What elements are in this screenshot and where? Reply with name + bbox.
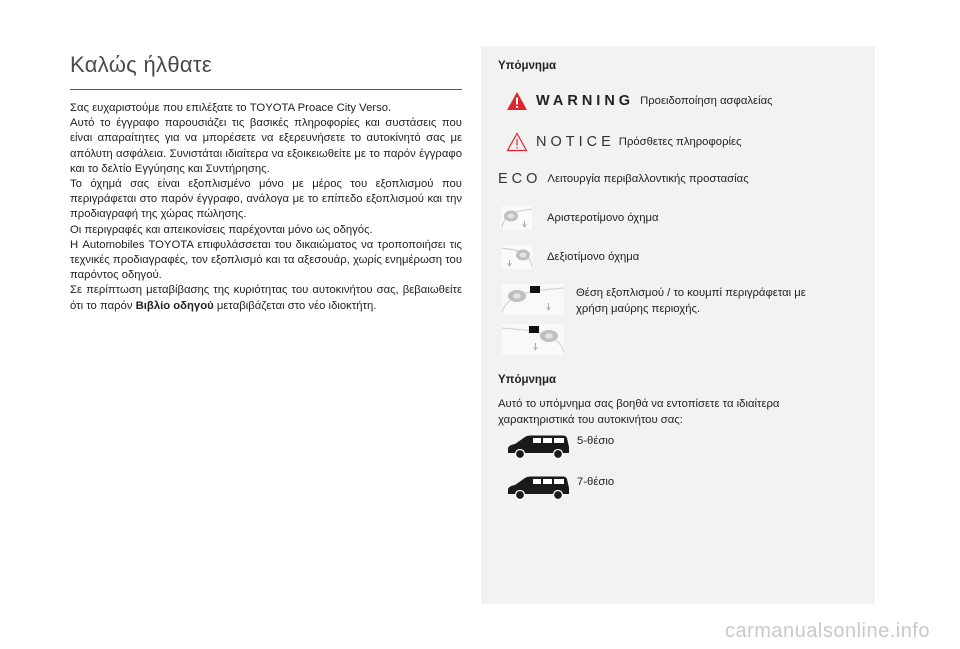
five-seat-label: 5-θέσιο	[577, 435, 615, 447]
right-hand-drive-icon	[502, 245, 532, 269]
legend-intro: Αυτό το υπόμνημα σας βοηθά να εντοπίσετε τα ιδιαίτερα χαρακτηριστικά του αυτοκινήτου σας:	[498, 398, 780, 426]
paragraph-transfer: Σε περίπτωση μεταβίβασης της κυριότητας του αυτοκινήτου σας, βεβαιωθείτε ότι το παρόν Βιβλίο οδηγού μεταβιβάζεται στο νέο ιδιοκτήτη.	[70, 284, 462, 312]
five-seat-row	[505, 434, 614, 460]
legend-heading-2: Υπόμνημα	[498, 374, 557, 386]
equipment-location-rhd-icon	[502, 324, 564, 355]
welcome-body	[70, 101, 462, 314]
legend-eco-row	[481, 171, 875, 187]
paragraph-thanks: Σας ευχαριστούμε που επιλέξατε το TOYOTA Proace City Verso.	[70, 102, 392, 114]
owner-manual-bold: Βιβλίο οδηγού	[135, 299, 214, 312]
seven-seat-row	[505, 475, 614, 501]
paragraph-document-info: Αυτό το έγγραφο παρουσιάζει τις βασικές πληροφορίες και συστάσεις που είναι απαραίτητες για να μπορέσετε να εξερευνήσετε το αυτοκίνητό σας με απόλυτη ασφάλεια. Συνιστάται ιδιαίτερα να εξοικειωθείτε με το παρόν έγγραφο και το δελτίο Εγγύησης και Συντήρησης.	[70, 117, 462, 175]
lhd-desc: Αριστεροτίμονο όχημα	[547, 212, 659, 224]
equipment-location-lhd-icon	[502, 284, 564, 315]
notice-desc: Πρόσθετες πληροφορίες	[618, 136, 742, 148]
five-seat-van-icon	[505, 434, 573, 460]
legend-warning-row	[481, 91, 875, 111]
equipment-desc: Θέση εξοπλισμού / το κουμπί περιγράφεται με χρήση μαύρης περιοχής.	[576, 287, 806, 315]
footer-watermark: carmanualsonline.info	[724, 620, 930, 642]
seven-seat-label: 7-θέσιο	[577, 476, 615, 488]
eco-word: ECO	[498, 171, 542, 187]
notice-word: NOTICE	[536, 134, 615, 150]
welcome-section	[70, 52, 462, 314]
page-title: Καλώς ήλθατε	[70, 52, 462, 90]
legend-heading: Υπόμνημα	[498, 60, 557, 72]
warning-word: WARNING	[536, 93, 635, 109]
eco-desc: Λειτουργία περιβαλλοντικής προστασίας	[547, 173, 749, 185]
paragraph-rights: Η Automobiles TOYOTA επιφυλάσσεται του δικαιώματος να τροποποιήσει τις τεχνικές προδιαγραφές, τον εξοπλισμό και τα αξεσουάρ, χωρίς ενημέρωση του παρόντος οδηγού.	[70, 238, 462, 282]
seven-seat-van-icon	[505, 475, 573, 501]
paragraph-equipment: Το όχημά σας είναι εξοπλισμένο μόνο με μέρος του εξοπλισμού που περιγράφεται στο παρόν έγγραφο, ανάλογα με το επίπεδο εξοπλισμού και την προδιαγραφή της χώρας πώλησης.	[70, 178, 462, 221]
legend-notice-row	[481, 132, 875, 152]
notice-triangle-icon	[506, 132, 528, 152]
warning-desc: Προειδοποίηση ασφαλείας	[640, 95, 773, 107]
legend-panel	[481, 46, 875, 604]
legend-lhd-row	[481, 206, 875, 230]
legend-rhd-row	[481, 245, 875, 269]
warning-triangle-icon	[506, 91, 528, 111]
rhd-desc: Δεξιοτίμονο όχημα	[547, 251, 640, 263]
left-hand-drive-icon	[502, 206, 532, 230]
paragraph-guide: Οι περιγραφές και απεικονίσεις παρέχονται μόνο ως οδηγός.	[70, 223, 373, 236]
